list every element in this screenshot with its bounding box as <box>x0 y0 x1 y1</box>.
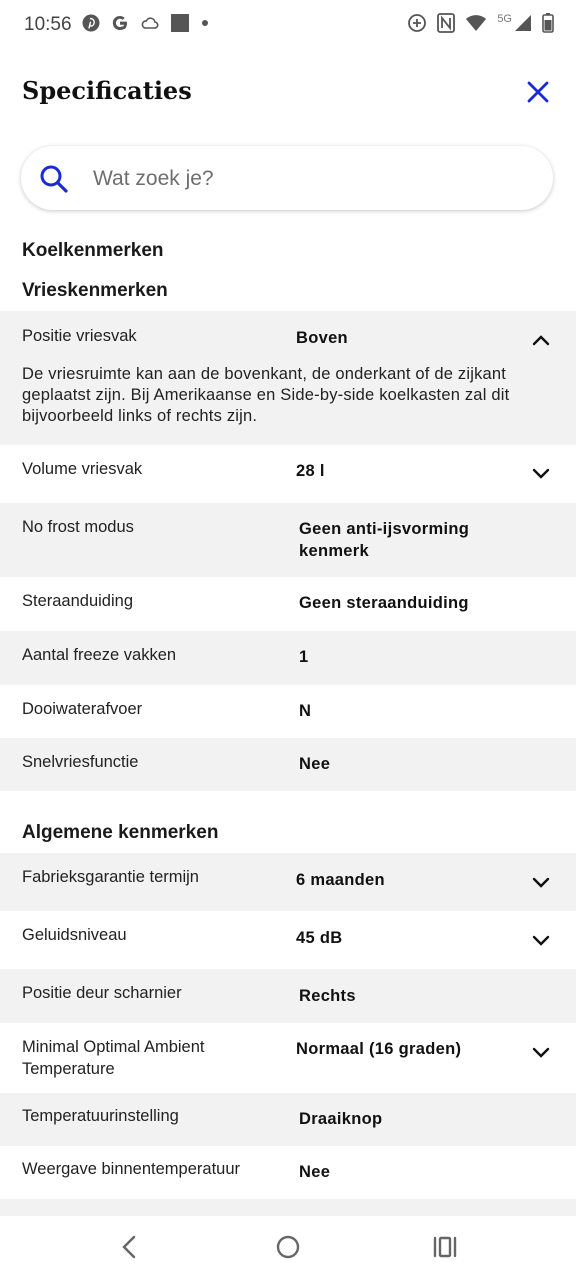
spec-row-snelvriesfunctie <box>0 738 576 791</box>
spec-label: Positie deur scharnier <box>22 984 182 1002</box>
spec-label: Fabrieksgarantie termijn <box>22 868 199 886</box>
recents-button[interactable] <box>432 1234 458 1265</box>
spec-label: Geluidsniveau <box>22 926 127 944</box>
search-input[interactable] <box>91 146 535 212</box>
chevron-down-icon[interactable] <box>532 935 550 947</box>
spec-value: Geen steraanduiding <box>299 594 469 612</box>
spec-label: Snelvriesfunctie <box>22 753 139 771</box>
navigation-bar <box>0 1216 576 1280</box>
spec-label: Steraanduiding <box>22 592 134 610</box>
spec-row-no-frost-modus <box>0 503 576 577</box>
spec-row-positie-deur-scharnier <box>0 969 576 1023</box>
spec-value: Nee <box>299 755 331 773</box>
dot-icon <box>200 18 210 28</box>
back-button[interactable] <box>118 1234 140 1265</box>
google-icon <box>110 13 130 33</box>
close-icon <box>524 78 552 106</box>
spec-value: 28 l <box>296 462 325 480</box>
spec-value: Rechts <box>299 987 356 1005</box>
spec-row-steraanduiding <box>0 577 576 631</box>
spec-row-positie-vriesvak[interactable] <box>0 311 576 445</box>
spec-label: Temperatuurinstelling <box>22 1107 179 1125</box>
close-button[interactable] <box>524 78 552 106</box>
chevron-down-icon[interactable] <box>532 468 550 480</box>
section-title-vrieskenmerken[interactable]: Vrieskenmerken <box>22 280 168 301</box>
add-circle-icon <box>407 13 427 33</box>
spec-value: Nee <box>299 1163 331 1181</box>
spec-row-fabrieksgarantie[interactable] <box>0 853 576 911</box>
spec-description: De vriesruimte kan aan de bovenkant, de onderkant of de zijkant geplaatst zijn. Bij Amerikaanse en Side-by-side koelkasten zal dit bijvoorbeeld links of rechts zijn. <box>22 365 510 425</box>
spec-label: No frost modus <box>22 518 134 536</box>
spec-value: 1 <box>299 648 309 666</box>
spec-value: Draaiknop <box>299 1110 383 1128</box>
section-title-koelkenmerken[interactable]: Koelkenmerken <box>22 240 164 261</box>
cloud-icon <box>140 14 160 32</box>
status-left-icons <box>82 13 210 33</box>
spec-row-partial <box>0 1199 576 1216</box>
signal-icon <box>514 14 532 32</box>
search-box[interactable] <box>21 146 553 210</box>
spec-label: Positie vriesvak <box>22 327 137 345</box>
spec-value: 45 dB <box>296 929 343 947</box>
spec-label: Aantal freeze vakken <box>22 646 177 664</box>
status-right-icons <box>407 13 554 33</box>
spec-value: N <box>299 702 312 720</box>
chevron-up-icon[interactable] <box>532 334 550 346</box>
spec-value: Boven <box>296 329 348 347</box>
spec-row-geluidsniveau[interactable] <box>0 911 576 969</box>
spec-row-aantal-freeze-vakken <box>0 631 576 685</box>
network-label: 5G <box>497 13 512 25</box>
home-button[interactable] <box>275 1234 301 1265</box>
home-icon <box>275 1234 301 1260</box>
recents-icon <box>432 1234 458 1260</box>
battery-icon <box>542 13 554 33</box>
spec-label: Weergave binnentemperatuur <box>22 1160 240 1178</box>
spec-value: Geen anti-ijsvorming kenmerk <box>299 520 470 560</box>
chevron-down-icon[interactable] <box>532 877 550 889</box>
pinterest-icon <box>82 14 100 32</box>
status-bar <box>0 0 576 50</box>
page-title: Specificaties <box>22 76 192 105</box>
nfc-icon <box>437 13 455 33</box>
section-title-algemene-kenmerken[interactable]: Algemene kenmerken <box>22 822 219 843</box>
spec-value: Normaal (16 graden) <box>296 1040 462 1058</box>
spec-label: Minimal Optimal Ambient Temperature <box>22 1038 205 1078</box>
spec-row-ambient-temperature[interactable] <box>0 1023 576 1093</box>
spec-label: Dooiwaterafvoer <box>22 700 143 718</box>
header <box>0 64 576 120</box>
spec-row-dooiwaterafvoer <box>0 685 576 738</box>
chevron-down-icon[interactable] <box>532 1047 550 1059</box>
spec-row-weergave-binnentemperatuur <box>0 1146 576 1199</box>
square-icon <box>170 13 190 33</box>
status-time: 10:56 <box>24 14 72 35</box>
spec-label: Volume vriesvak <box>22 460 143 478</box>
spec-row-temperatuurinstelling <box>0 1093 576 1146</box>
back-icon <box>118 1234 140 1260</box>
search-icon <box>39 164 69 194</box>
spec-row-volume-vriesvak[interactable] <box>0 445 576 503</box>
wifi-icon <box>465 14 487 32</box>
spec-value: 6 maanden <box>296 871 385 889</box>
